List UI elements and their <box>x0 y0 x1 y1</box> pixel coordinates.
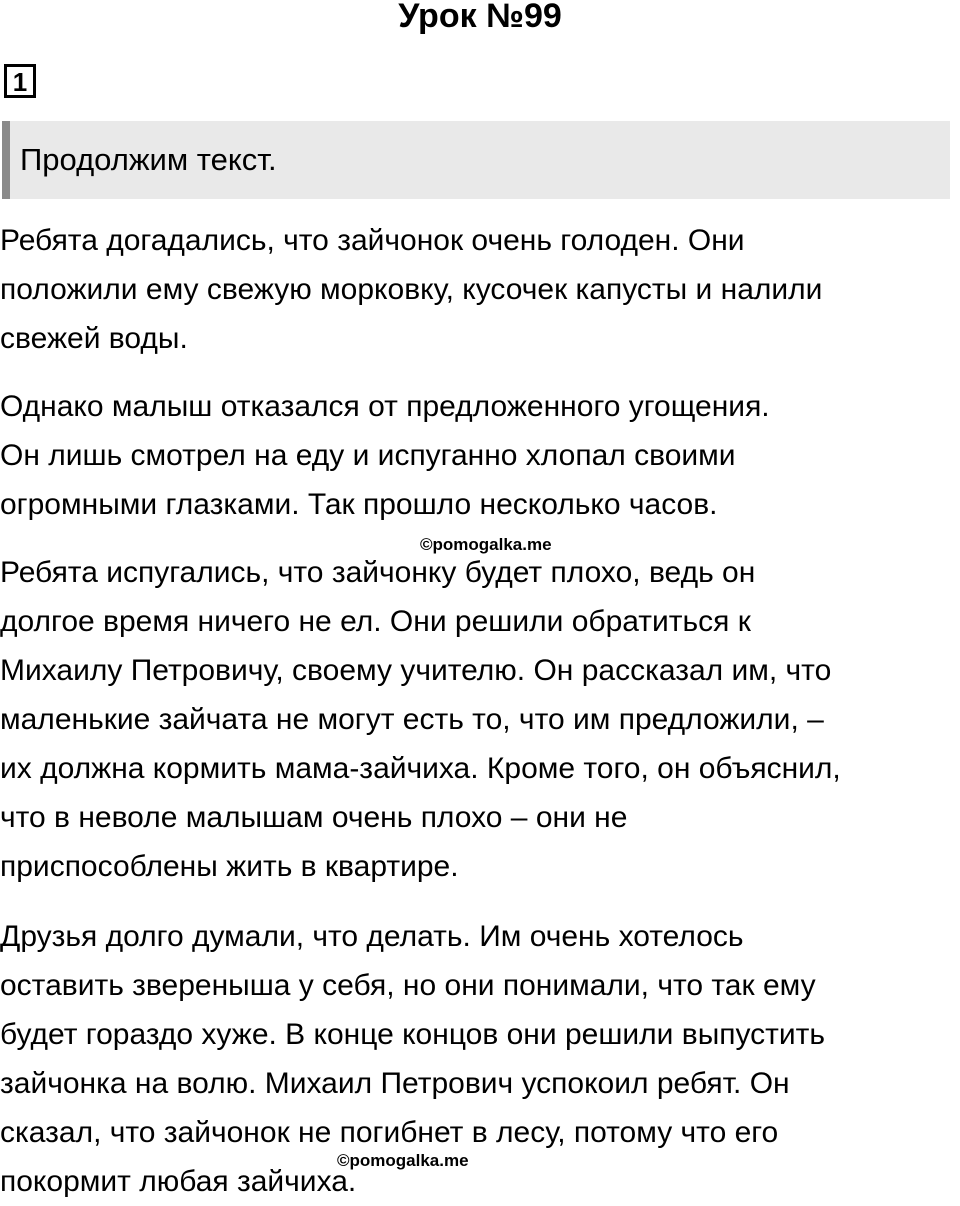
page-title: Урок №99 <box>398 0 562 35</box>
paragraph-4: Друзья долго думали, что делать. Им очень хотелось оставить звереныша у себя, но они понимали, что так ему будет гораздо хуже. В конце концов они решили выпустить зайчонка на волю. Михаил Петрович успокоил ребят. Он сказал, что зайчонок не погибнет в лесу, потому что его покормит любая зайчиха. <box>0 920 826 1198</box>
paragraph-3: Ребята испугались, что зайчонку будет плохо, ведь он долгое время ничего не ел. Они решили обратиться к Михаилу Петровичу, своему учителю. Он рассказал им, что маленькие зайчата не могут есть то, что им предложили, – их должна кормить мама-зайчиха. Кроме того, он объяснил, что в неволе малышам очень плохо – они не приспособлены жить в квартире. <box>0 556 841 883</box>
task-number-box: 1 <box>4 64 36 98</box>
watermark: ©pomogalka.me <box>420 535 552 554</box>
instruction-text: Продолжим текст. <box>20 142 277 177</box>
paragraph-1: Ребята догадались, что зайчонок очень голоден. Они положили ему свежую морковку, кусочек капусты и налили свежей воды. <box>0 224 823 355</box>
instruction-box <box>2 121 950 199</box>
paragraph-2: Однако малыш отказался от предложенного угощения. Он лишь смотрел на еду и испуганно хлопал своими огромными глазками. Так прошло несколько часов. <box>0 390 770 521</box>
watermark: ©pomogalka.me <box>337 1151 469 1170</box>
